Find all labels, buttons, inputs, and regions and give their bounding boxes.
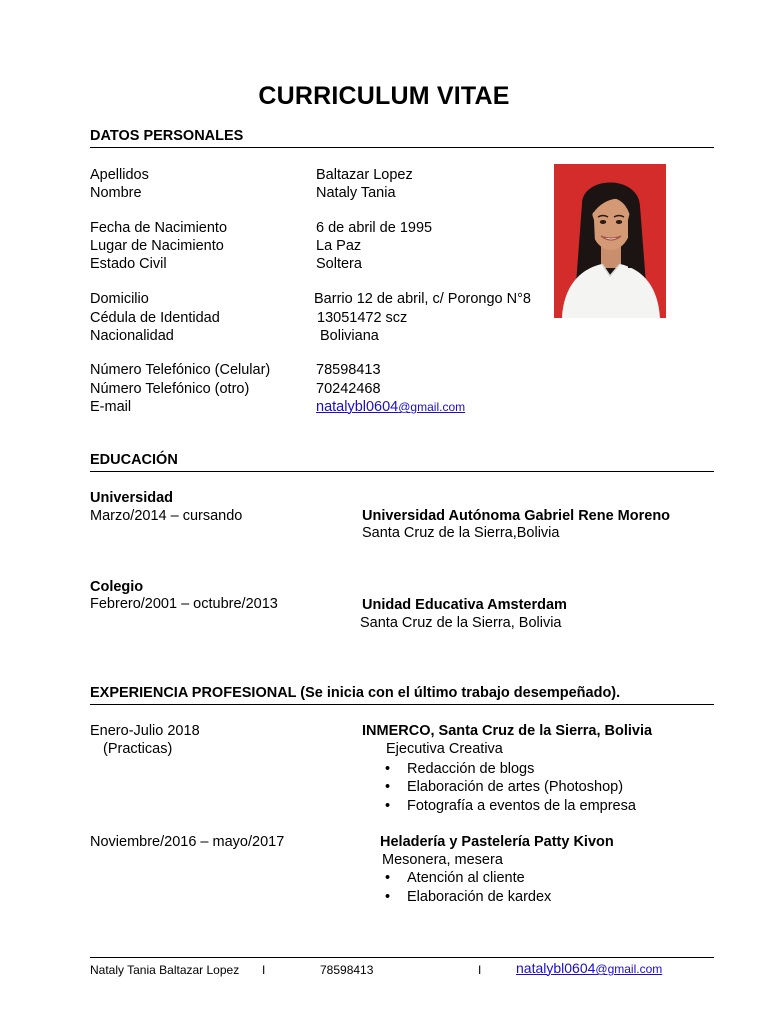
footer-email-link[interactable]	[516, 961, 662, 976]
job1-note: (Practicas)	[103, 741, 173, 757]
school-place: Santa Cruz de la Sierra, Bolivia	[360, 615, 562, 631]
fecha-value: 6 de abril de 1995	[316, 220, 433, 236]
domicilio-label: Domicilio	[90, 291, 149, 307]
bullet-icon: •	[385, 889, 391, 905]
email-user: natalybl0604	[316, 399, 399, 415]
job1-task: • Redacción de blogs	[385, 761, 535, 777]
bullet-icon: •	[385, 798, 391, 814]
estado-label: Estado Civil	[90, 256, 167, 272]
university-place: Santa Cruz de la Sierra,Bolivia	[362, 525, 560, 541]
bullet-icon: •	[385, 870, 391, 886]
fecha-label: Fecha de Nacimiento	[90, 220, 228, 236]
school-name: Unidad Educativa Amsterdam	[362, 597, 567, 613]
domicilio-value: Barrio 12 de abril, c/ Porongo N°8	[314, 291, 531, 307]
job1-period: Enero-Julio 2018	[90, 723, 200, 739]
apellidos-label: Apellidos	[90, 167, 149, 183]
footer-email-domain: @gmail.com	[595, 962, 663, 976]
nombre-label: Nombre	[90, 185, 142, 201]
job1-role: Ejecutiva Creativa	[386, 741, 503, 757]
job1-task: • Elaboración de artes (Photoshop)	[385, 779, 624, 795]
tel-otro-value: 70242468	[316, 381, 381, 397]
portrait-illustration	[554, 164, 666, 318]
cedula-value: 13051472 scz	[317, 310, 408, 326]
apellidos-value: Baltazar Lopez	[316, 167, 413, 183]
section-heading-experience: EXPERIENCIA PROFESIONAL (Se inicia con el último trabajo desempeñado).	[90, 685, 714, 705]
footer-phone: 78598413	[320, 963, 374, 977]
university-period: Marzo/2014 – cursando	[90, 508, 243, 524]
footer-separator: I	[478, 963, 482, 977]
tel-otro-label: Número Telefónico (otro)	[90, 381, 250, 397]
school-label: Colegio	[90, 579, 144, 595]
university-label: Universidad	[90, 490, 173, 506]
nacionalidad-value: Boliviana	[320, 328, 379, 344]
cedula-label: Cédula de Identidad	[90, 310, 220, 326]
job1-company: INMERCO, Santa Cruz de la Sierra, Bolivia	[362, 723, 653, 739]
job2-company: Heladería y Pastelería Patty Kivon	[380, 834, 614, 850]
footer-separator: I	[262, 963, 266, 977]
email-link[interactable]	[316, 398, 465, 416]
school-period: Febrero/2001 – octubre/2013	[90, 596, 278, 612]
email-label: E-mail	[90, 399, 132, 415]
job2-period: Noviembre/2016 – mayo/2017	[90, 834, 285, 850]
tel-cel-value: 78598413	[316, 362, 381, 378]
lugar-value: La Paz	[316, 238, 362, 254]
page-title: CURRICULUM VITAE	[258, 82, 510, 110]
bullet-icon: •	[385, 761, 391, 777]
section-heading-personal: DATOS PERSONALES	[90, 128, 714, 148]
job1-task: • Fotografía a eventos de la empresa	[385, 798, 636, 814]
profile-photo	[554, 164, 666, 318]
estado-value: Soltera	[316, 256, 362, 272]
nacionalidad-label: Nacionalidad	[90, 328, 174, 344]
university-name: Universidad Autónoma Gabriel Rene Moreno	[362, 508, 671, 524]
footer-divider	[90, 957, 714, 958]
section-heading-education: EDUCACIÓN	[90, 452, 714, 472]
footer-email-user: natalybl0604	[516, 960, 596, 976]
job2-task: • Atención al cliente	[385, 870, 525, 886]
email-domain: @gmail.com	[398, 400, 466, 414]
tel-cel-label: Número Telefónico (Celular)	[90, 362, 271, 378]
bullet-icon: •	[385, 779, 391, 795]
lugar-label: Lugar de Nacimiento	[90, 238, 224, 254]
job2-role: Mesonera, mesera	[382, 852, 503, 868]
footer-name: Nataly Tania Baltazar Lopez	[90, 963, 240, 977]
nombre-value: Nataly Tania	[316, 185, 396, 201]
job2-task: • Elaboración de kardex	[385, 889, 552, 905]
